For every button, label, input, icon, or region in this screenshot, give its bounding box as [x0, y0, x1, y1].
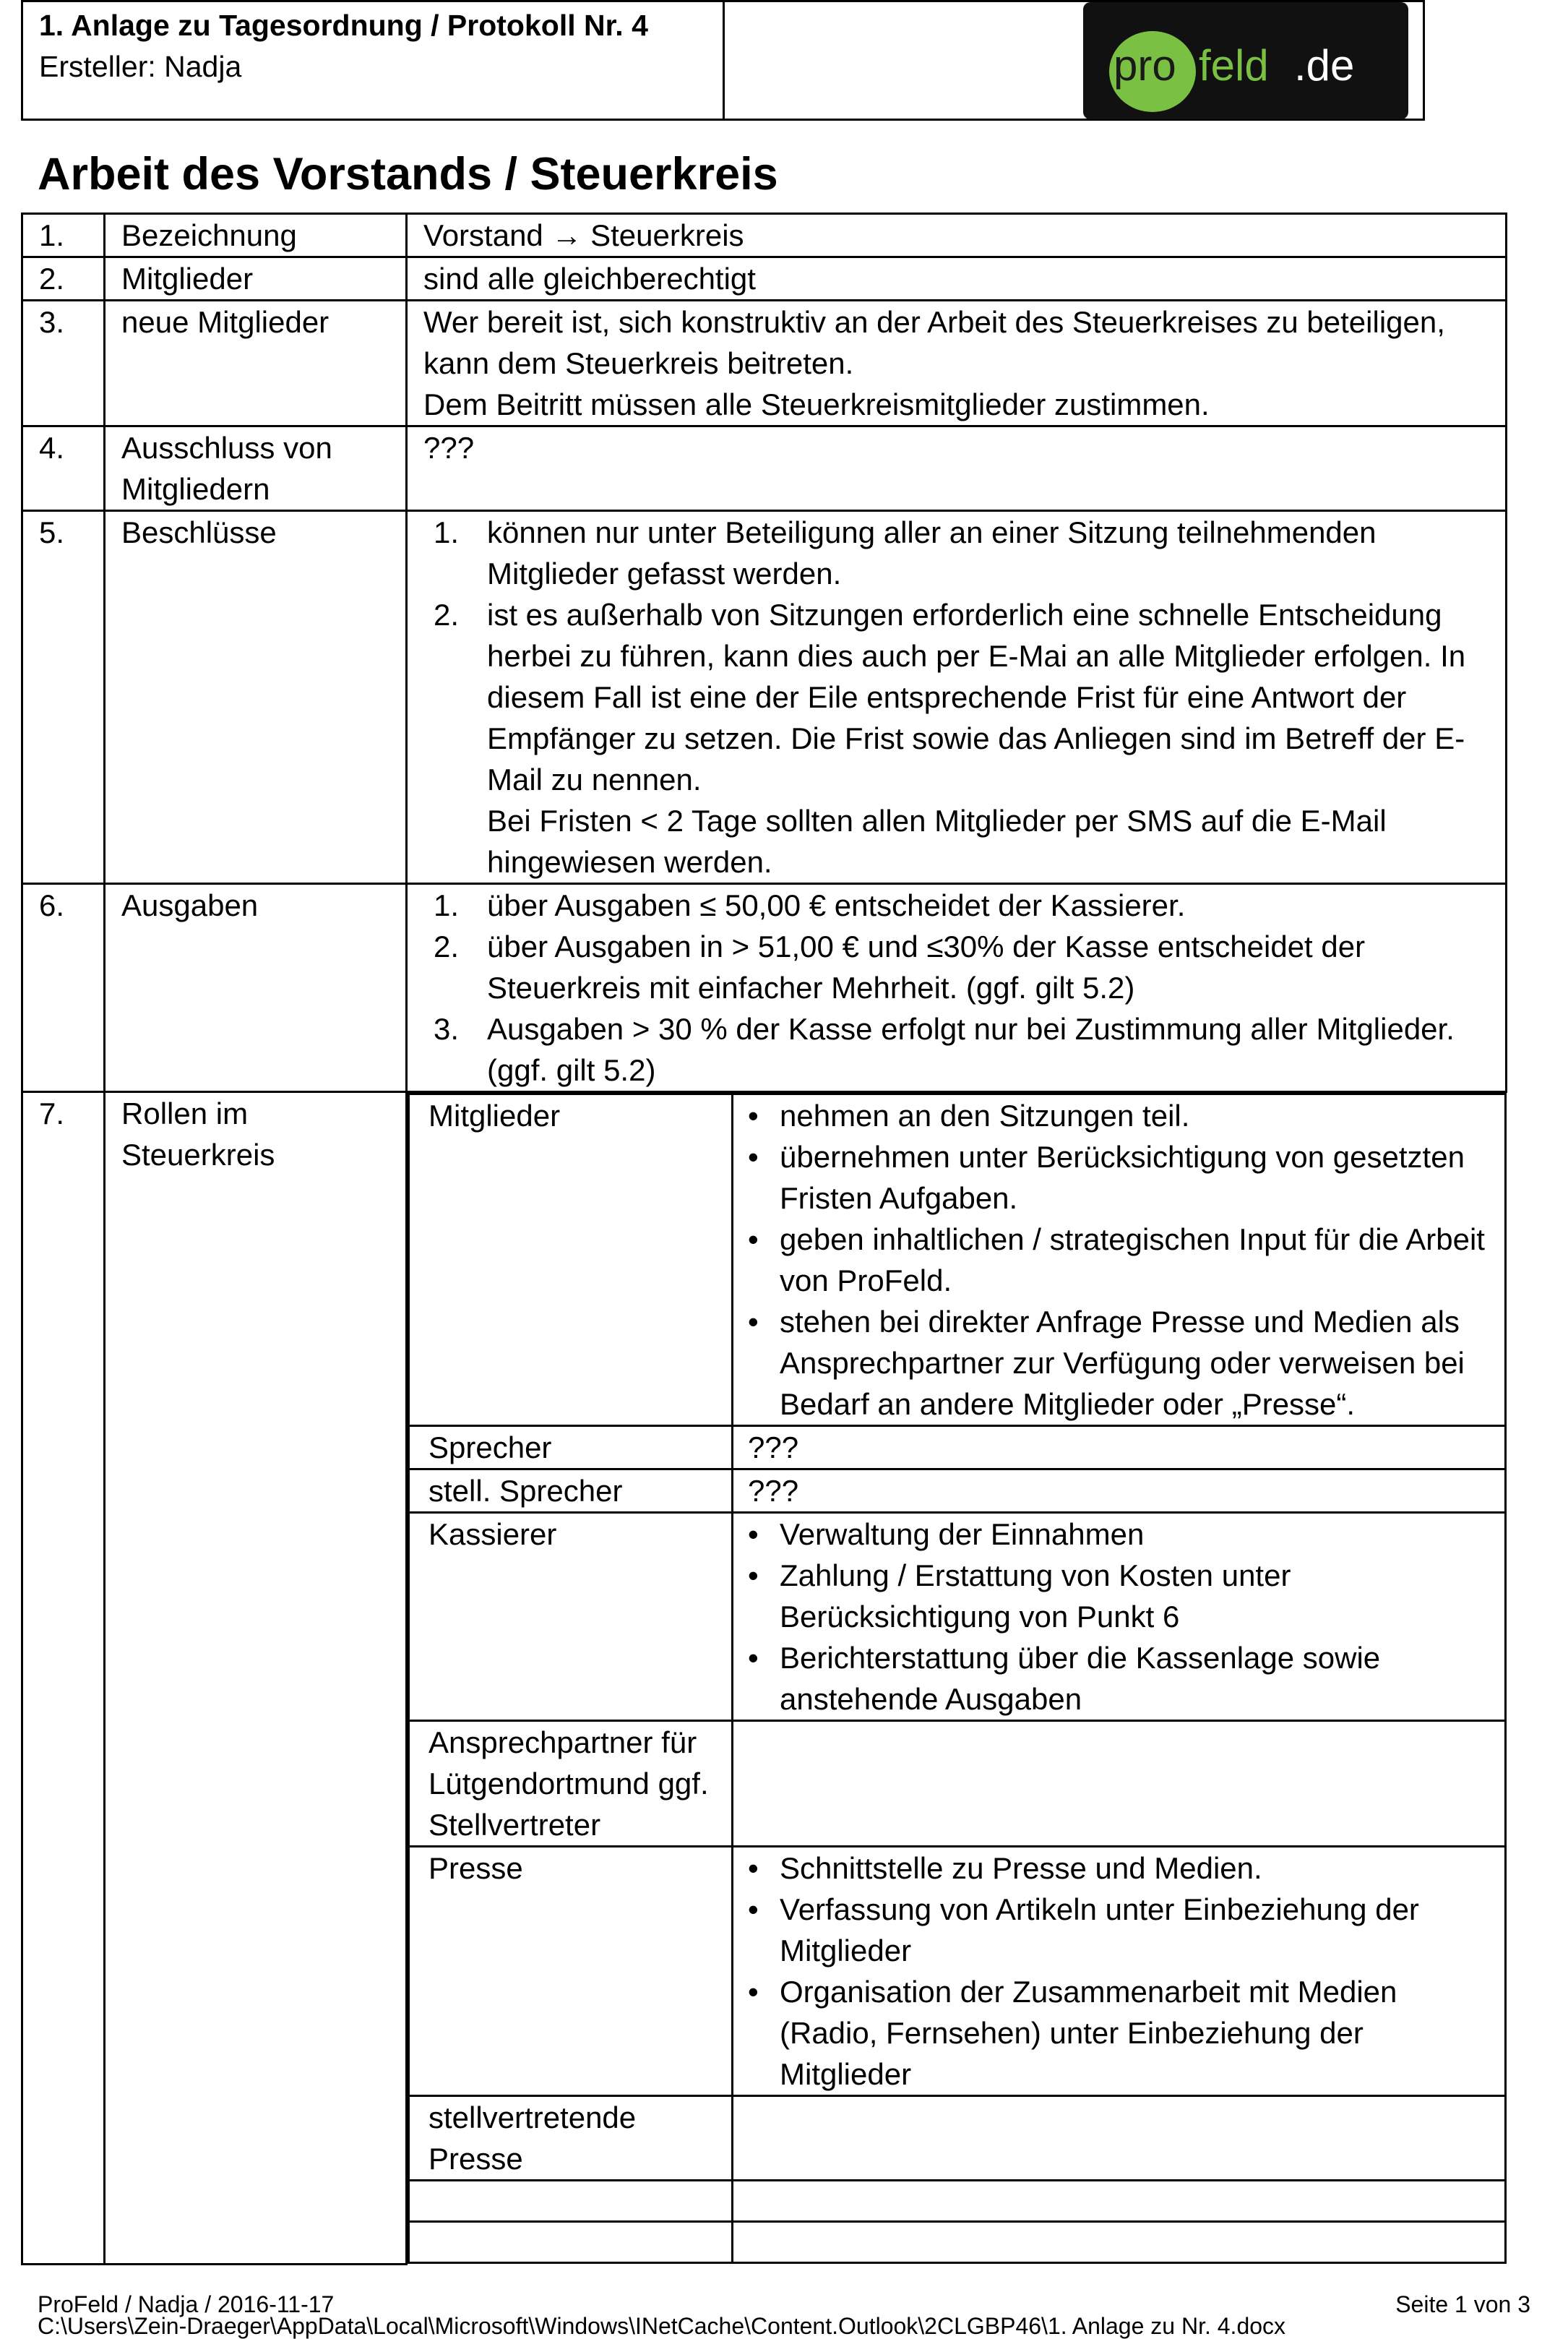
- list-item: 3. Ausgaben > 30 % der Kasse erfolgt nur bei Zustimmung aller Mitglieder. (ggf. gilt 5.2): [434, 1012, 1455, 1087]
- row-number: 1.: [22, 214, 105, 257]
- role-description: ???: [733, 1469, 1506, 1513]
- table-row: [22, 884, 1507, 1092]
- row-value: sind alle gleichberechtigt: [407, 257, 1507, 301]
- row-value: Vorstand → Steuerkreis: [407, 214, 1507, 257]
- roles-table: [408, 1093, 1507, 2264]
- main-table: [21, 213, 1507, 2265]
- table-row: [22, 214, 1507, 257]
- logo-text-de: .de: [1294, 41, 1355, 90]
- role-name: [409, 2222, 733, 2263]
- list-item-extra: Bei Fristen < 2 Tage sollten allen Mitglieder per SMS auf die E-Mail hingewiesen werden.: [487, 804, 1387, 879]
- bullet-item: • Verwaltung der Einnahmen: [748, 1514, 1494, 1555]
- list-item: 2. ist es außerhalb von Sitzungen erforderlich eine schnelle Entscheidung herbei zu führen, kann dies auch per E-Mai an alle Mitglieder erfolgen. In diesem Fall ist eine der Eile entsprechende Frist für eine Antwort der Empfänger zu setzen. Die Frist sowie das Anliegen sind im Betreff der E-Mail zu nennen. Bei Fristen < 2 Tage sollten allen Mitglieder per SMS auf die E-Mail hingewiesen werden.: [423, 594, 1491, 883]
- row-label: Mitglieder: [105, 257, 407, 301]
- role-name: Sprecher: [409, 1426, 733, 1469]
- role-description: [733, 1513, 1506, 1721]
- row-label: Rollen im Steuerkreis: [105, 1092, 407, 2265]
- footer-page-number: Seite 1 von 3: [1395, 2291, 1530, 2317]
- row-value: ???: [407, 426, 1507, 511]
- row-number: 7.: [22, 1092, 105, 2265]
- list-item: 2. über Ausgaben in > 51,00 € und ≤30% der Kasse entscheidet der Steuerkreis mit einfacher Mehrheit. (ggf. gilt 5.2): [434, 930, 1366, 1005]
- value-line: kann dem Steuerkreis beitreten.: [423, 346, 854, 380]
- footer-author-date: ProFeld / Nadja / 2016-11-17: [38, 2291, 335, 2317]
- row-number: 4.: [22, 426, 105, 511]
- role-name: Kassierer: [409, 1513, 733, 1721]
- bullet-item: • Organisation der Zusammenarbeit mit Medien (Radio, Fernsehen) unter Einbeziehung der Mitglieder: [748, 1971, 1494, 2095]
- bullet-item: • Verfassung von Artikeln unter Einbeziehung der Mitglieder: [748, 1889, 1494, 1971]
- role-row: [409, 1469, 1506, 1513]
- table-row: [22, 1092, 1507, 2265]
- bullet-list: [748, 1095, 1494, 1425]
- bullet-item: • Berichterstattung über die Kassenlage sowie anstehende Ausgaben: [748, 1637, 1494, 1720]
- value-line: Dem Beitritt müssen alle Steuerkreismitglieder zustimmen.: [423, 387, 1210, 421]
- logo-text-feld: feld: [1199, 41, 1269, 90]
- list-item: 1. über Ausgaben ≤ 50,00 € entscheidet der Kassierer.: [434, 888, 1186, 922]
- role-name: stellvertretende Presse: [409, 2096, 733, 2181]
- row-value: [407, 301, 1507, 426]
- numbered-list: [423, 512, 1491, 883]
- row-number: 2.: [22, 257, 105, 301]
- row-label: Beschlüsse: [105, 511, 407, 884]
- role-name: Presse: [409, 1847, 733, 2096]
- table-row: [22, 426, 1507, 511]
- bullet-list: [748, 1847, 1494, 2095]
- role-description: [733, 1721, 1506, 1847]
- role-row: [409, 1094, 1506, 1426]
- header-title: 1. Anlage zu Tagesordnung / Protokoll Nr. 4: [39, 9, 648, 42]
- role-name: Ansprechpartner für Lütgendortmund ggf. Stellvertreter: [409, 1721, 733, 1847]
- roles-container: [407, 1092, 1507, 2265]
- row-number: 3.: [22, 301, 105, 426]
- row-number: 5.: [22, 511, 105, 884]
- header-box: [21, 0, 1425, 121]
- document-title: Arbeit des Vorstands / Steuerkreis: [38, 149, 778, 199]
- header-left-cell: [23, 2, 725, 119]
- role-name: stell. Sprecher: [409, 1469, 733, 1513]
- header-right-cell: [725, 2, 1423, 119]
- role-name: Mitglieder: [409, 1094, 733, 1426]
- bullet-item: • stehen bei direkter Anfrage Presse und Medien als Ansprechpartner zur Verfügung oder verweisen bei Bedarf an andere Mitglieder oder „Presse“.: [748, 1301, 1494, 1425]
- bullet-list: [748, 1514, 1494, 1720]
- role-description: [733, 2096, 1506, 2181]
- profeld-logo: [1083, 2, 1408, 119]
- row-label: Bezeichnung: [105, 214, 407, 257]
- role-description: ???: [733, 1426, 1506, 1469]
- row-number: 6.: [22, 884, 105, 1092]
- footer-file-path: C:\Users\Zein-Draeger\AppData\Local\Microsoft\Windows\INetCache\Content.Outlook\2CLGBP46\1. Anlage zu Nr. 4.docx: [38, 2313, 1286, 2339]
- header-author: Ersteller: Nadja: [39, 50, 242, 83]
- role-description: [733, 1094, 1506, 1426]
- table-row: [22, 511, 1507, 884]
- logo-text-pro: pro: [1113, 41, 1176, 90]
- value-line: Wer bereit ist, sich konstruktiv an der Arbeit des Steuerkreises zu beteiligen,: [423, 305, 1445, 339]
- bullet-item: • übernehmen unter Berücksichtigung von gesetzten Fristen Aufgaben.: [748, 1136, 1494, 1219]
- role-name: [409, 2181, 733, 2222]
- row-value: [407, 511, 1507, 884]
- role-row: [409, 1513, 1506, 1721]
- table-row: [22, 257, 1507, 301]
- role-description: [733, 1847, 1506, 2096]
- row-label: Ausgaben: [105, 884, 407, 1092]
- role-row: [409, 2096, 1506, 2181]
- role-description: [733, 2222, 1506, 2263]
- bullet-item: • geben inhaltlichen / strategischen Input für die Arbeit von ProFeld.: [748, 1219, 1494, 1301]
- list-item: 1. können nur unter Beteiligung aller an einer Sitzung teilnehmenden Mitglieder gefasst werden.: [434, 515, 1377, 591]
- role-row: [409, 1847, 1506, 2096]
- role-row: [409, 1721, 1506, 1847]
- role-description: [733, 2181, 1506, 2222]
- row-label: Ausschluss von Mitgliedern: [105, 426, 407, 511]
- role-row: [409, 2181, 1506, 2222]
- row-value: [407, 884, 1507, 1092]
- table-row: [22, 301, 1507, 426]
- bullet-item: • Schnittstelle zu Presse und Medien.: [748, 1847, 1494, 1889]
- numbered-list: [423, 885, 1491, 1091]
- bullet-item: • Zahlung / Erstattung von Kosten unter Berücksichtigung von Punkt 6: [748, 1555, 1494, 1637]
- row-label: neue Mitglieder: [105, 301, 407, 426]
- bullet-item: • nehmen an den Sitzungen teil.: [748, 1095, 1494, 1136]
- role-row: [409, 2222, 1506, 2263]
- role-row: [409, 1426, 1506, 1469]
